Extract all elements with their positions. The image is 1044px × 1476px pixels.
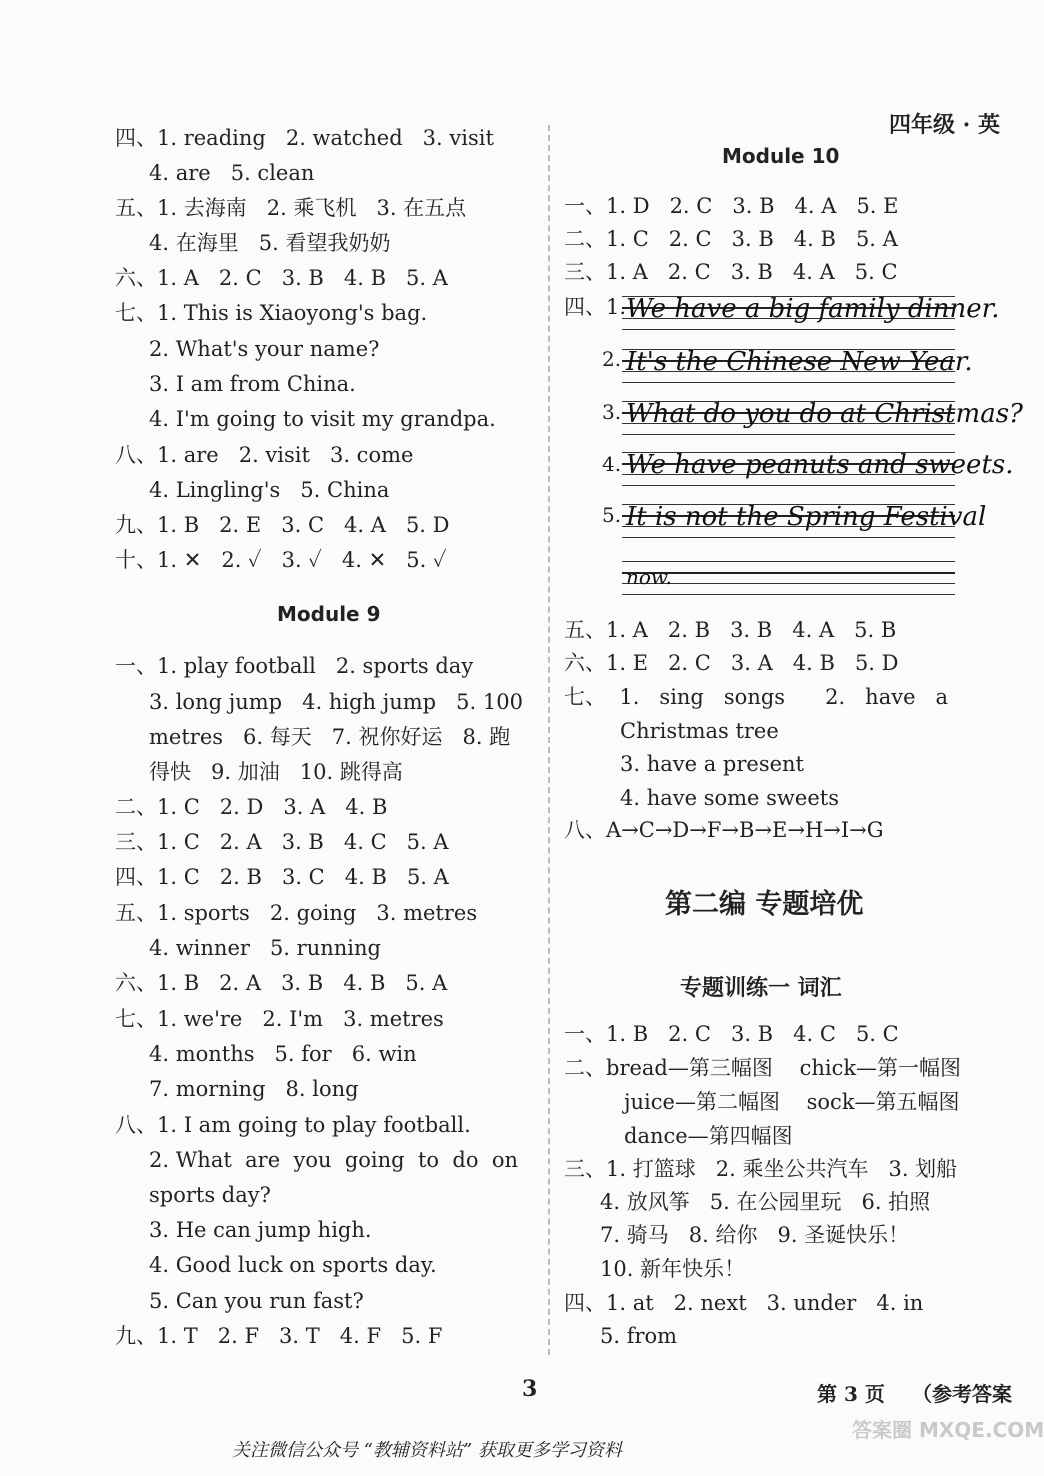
answer-line: 三、1. C 2. A 3. B 4. C 5. A xyxy=(115,830,449,854)
answer-line: 一、1. B 2. C 3. B 4. C 5. C xyxy=(564,1022,899,1046)
answer-line: 六、1. E 2. C 3. A 4. B 5. D xyxy=(564,651,899,675)
handwritten-answer: It's the Chinese New Year. xyxy=(626,347,973,377)
question-number: 2. xyxy=(602,347,622,371)
writing-rule xyxy=(622,485,955,486)
handwritten-answer: It is not the Spring Festival xyxy=(626,502,987,532)
footer-notice: 关注微信公众号 “教辅资料站” 获取更多学习资料 xyxy=(232,1440,622,1461)
answer-line: 4. Lingling's 5. China xyxy=(149,478,390,502)
handwritten-answer: We have peanuts and sweets. xyxy=(626,450,1014,480)
answer-line: 三、1. 打篮球 2. 乘坐公共汽车 3. 划船 xyxy=(564,1157,958,1181)
answer-line: 五、1. 去海南 2. 乘飞机 3. 在五点 xyxy=(115,196,467,220)
answer-line: 二、1. C 2. D 3. A 4. B xyxy=(115,795,388,819)
answer-line: 2. What's your name? xyxy=(149,337,380,361)
answer-line: 二、bread—第三幅图 chick—第一幅图 xyxy=(564,1056,962,1080)
answer-line: 3. I am from China. xyxy=(149,372,356,396)
grade-label: 四年级 · 英 xyxy=(889,112,1000,138)
question-number: 四、1. xyxy=(564,295,627,319)
answer-line: 10. 新年快乐！ xyxy=(600,1257,746,1281)
answer-line: dance—第四幅图 xyxy=(624,1124,793,1148)
writing-rule xyxy=(622,382,955,383)
answer-line: 4. have some sweets xyxy=(620,786,839,810)
handwritten-answer: now. xyxy=(626,565,673,589)
writing-rule xyxy=(622,561,955,562)
handwritten-answer: We have a big family dinner. xyxy=(626,294,1000,324)
answer-line: 4. 在海里 5. 看望我奶奶 xyxy=(149,231,391,255)
answer-line: 七、 1. sing songs 2. have a xyxy=(564,685,949,709)
answer-line: 六、1. A 2. C 3. B 4. B 5. A xyxy=(115,266,448,290)
answer-line: metres 6. 每天 7. 祝你好运 8. 跑 xyxy=(149,725,511,749)
question-number: 5. xyxy=(602,503,622,527)
answer-line: Christmas tree xyxy=(620,719,779,743)
answer-line: 7. 骑马 8. 给你 9. 圣诞快乐！ xyxy=(600,1223,910,1247)
column-divider xyxy=(548,125,550,1355)
answer-line: 4. are 5. clean xyxy=(149,161,315,185)
page-label: 第 3 页 xyxy=(817,1382,885,1406)
answer-line: juice—第二幅图 sock—第五幅图 xyxy=(624,1090,960,1114)
answer-line: 一、1. play football 2. sports day xyxy=(115,654,474,678)
writing-rule xyxy=(622,434,955,435)
page-number: 3 xyxy=(522,1376,538,1402)
answer-line: 5. Can you run fast? xyxy=(149,1289,364,1313)
answer-line: 四、1. at 2. next 3. under 4. in xyxy=(564,1291,924,1315)
module-10-title: Module 10 xyxy=(722,144,840,168)
answer-line: 得快 9. 加油 10. 跳得高 xyxy=(149,760,403,784)
answer-line: 7. morning 8. long xyxy=(149,1077,359,1101)
answer-line: 4. 放风筝 5. 在公园里玩 6. 拍照 xyxy=(600,1190,931,1214)
answer-label: （参考答案 xyxy=(912,1382,1012,1406)
handwritten-answer: What do you do at Christmas? xyxy=(626,399,1023,429)
answer-line: 二、1. C 2. C 3. B 4. B 5. A xyxy=(564,227,898,251)
answer-line: 3. long jump 4. high jump 5. 100 xyxy=(149,690,523,714)
answer-line: 七、1. we're 2. I'm 3. metres xyxy=(115,1007,444,1031)
answer-line: 四、1. C 2. B 3. C 4. B 5. A xyxy=(115,865,449,889)
answer-line: 4. winner 5. running xyxy=(149,936,381,960)
answer-line: 5. from xyxy=(600,1324,678,1348)
writing-rule xyxy=(622,594,955,595)
question-number: 4. xyxy=(602,452,622,476)
answer-line: sports day? xyxy=(149,1183,271,1207)
answer-line: 九、1. B 2. E 3. C 4. A 5. D xyxy=(115,513,450,537)
answer-line: 4. Good luck on sports day. xyxy=(149,1253,437,1277)
answer-line: 4. I'm going to visit my grandpa. xyxy=(149,407,496,431)
answer-line: 四、1. reading 2. watched 3. visit xyxy=(115,126,494,150)
answer-line: 八、1. I am going to play football. xyxy=(115,1113,471,1137)
question-number: 3. xyxy=(602,400,622,424)
writing-rule xyxy=(622,329,955,330)
answer-line: 七、1. This is Xiaoyong's bag. xyxy=(115,301,428,325)
writing-rule xyxy=(622,537,955,538)
answer-line: 八、A→C→D→F→B→E→H→I→G xyxy=(564,818,884,842)
watermark-logo: 答案圈 MXQE.COM xyxy=(852,1418,1044,1442)
answer-line: 3. He can jump high. xyxy=(149,1218,372,1242)
answer-line: 六、1. B 2. A 3. B 4. B 5. A xyxy=(115,971,448,995)
section-subtitle: 专题训练一 词汇 xyxy=(680,976,842,1001)
answer-line: 3. have a present xyxy=(620,752,804,776)
answer-line: 五、1. sports 2. going 3. metres xyxy=(115,901,478,925)
answer-line: 2. What are you going to do on xyxy=(149,1148,519,1172)
answer-line: 三、1. A 2. C 3. B 4. A 5. C xyxy=(564,260,898,284)
answer-line: 九、1. T 2. F 3. T 4. F 5. F xyxy=(115,1324,443,1348)
module-9-title: Module 9 xyxy=(277,602,381,626)
answer-line: 十、1. ✕ 2. ✓ 3. ✓ 4. ✕ 5. ✓ xyxy=(115,548,447,572)
answer-line: 五、1. A 2. B 3. B 4. A 5. B xyxy=(564,618,897,642)
section-title: 第二编 专题培优 xyxy=(665,889,864,920)
answer-line: 八、1. are 2. visit 3. come xyxy=(115,443,414,467)
answer-line: 一、1. D 2. C 3. B 4. A 5. E xyxy=(564,194,899,218)
answer-line: 4. months 5. for 6. win xyxy=(149,1042,417,1066)
